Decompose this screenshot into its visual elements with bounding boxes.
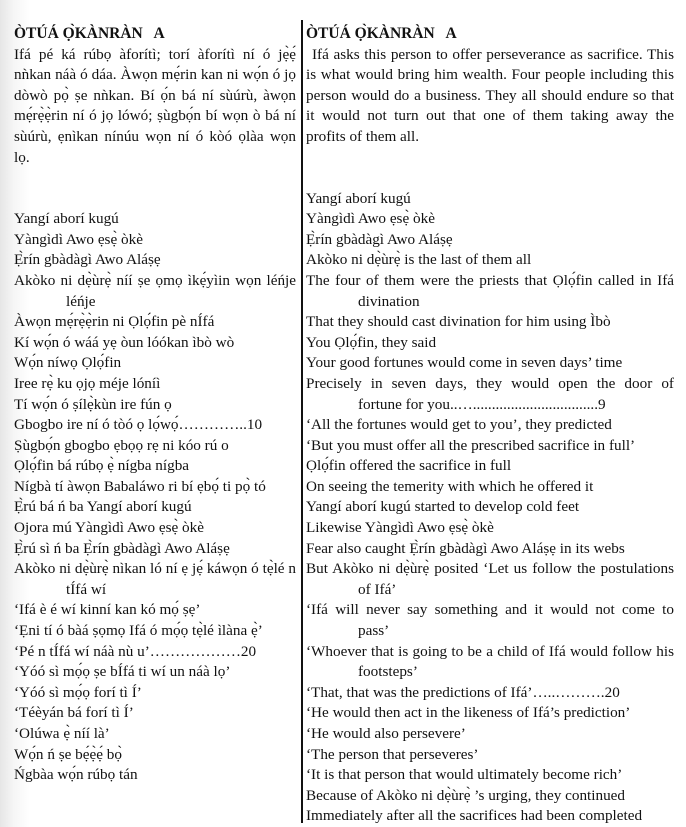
verse-line: Àwọn mẹ́rẹ̀ẹ̀rin ni Ọlọ́fin pè nÍfá [14,313,215,331]
verse-line: Your good fortunes would come in seven days’ time [306,354,623,372]
english-intro-paragraph: Ifá asks this person to offer perseverance as sacrifice. This is what would bring him wealth. Four people including this person would do a business. They all should endure so that it would not turn out that one of them taking away the profits of them all. [306,45,674,145]
verse-line: ‘But you must offer all the prescribed sacrifice in full’ [306,436,636,454]
verse-line: Ọlọ́fin bá rúbọ ẹ̀ nígba nígba [14,457,190,475]
spacer [306,148,674,189]
yoruba-heading: ÒTÚÁ Ọ̀KÀNRÀN A [14,25,165,42]
verse-line: That they should cast divination for him using Ìbò [306,313,611,331]
verse-line: ‘The person that perseveres’ [306,745,479,763]
verse-line: But Akòko ni dẹ̀ùrẹ̀ posited ‘Let us follow the postulations of Ifá’ [306,560,674,598]
verse-line: Gbogbo ire ní ó tòó ọ lọ́wọ́…………..10 [14,416,263,434]
verse-line: ‘That, that was the predictions of Ifá’…..……….20 [306,683,620,701]
verse-line: ‘Ifá è é wí kinní kan kó mọ́ ṣẹ’ [14,601,201,619]
verse-line: Akòko ni dẹ̀ùrẹ̀ is the last of them all [306,251,532,269]
verse-line: ‘Ẹni tí ó bàá ṣọmọ Ifá ó mọ́ọ tẹ̀lé ìlàna ẹ̀’ [14,622,263,640]
verse-line: Because of Akòko ni dẹ̀ùrẹ̀ ’s urging, they continued [306,786,626,804]
verse-line: ‘He would also persevere’ [306,725,466,742]
verse-line: ‘Téèyán bá forí tì Í’ [14,704,134,722]
verse-line: Precisely in seven days, they would open the door of fortune for you..….................................9 [306,374,674,413]
verse-line: Yàngìdì Awo ẹsẹ̀ òkè [14,230,143,248]
verse-line: Akòko ni dẹ̀ùrẹ̀ nìkan ló ní ẹ jẹ́ káwọn ó tẹ̀lé n tÍfá wí [14,560,296,598]
verse-line: Yangí aborí kugú started to develop cold feet [306,498,580,516]
verse-line: Yangí aborí kugú [306,189,411,207]
column-divider [301,20,303,823]
verse-line: ‘All the fortunes would get to you’, they predicted [306,416,612,434]
verse-line: Ojora mú Yàngìdì Awo ẹsẹ̀ òkè [14,519,204,537]
verse-line: Kí wọ́n ó wáá yẹ òun lóókan ìbò wò [14,333,235,351]
verse-line: Tí wọ́n ó ṣílẹ̀kùn ire fún ọ [14,395,172,413]
verse-line: ‘It is that person that would ultimately become rich’ [306,766,623,784]
verse-line: Ẹ̀rín gbàdàgì Awo Aláṣẹ [14,251,161,269]
verse-line: Fear also caught Ẹ̀rín gbàdàgì Awo Aláṣẹ in its webs [306,539,625,557]
verse-line: ‘He would then act in the likeness of Ifá’s prediction’ [306,704,631,722]
verse-line: Ẹ̀rú sì ń ba Ẹ̀rín gbàdàgì Awo Aláṣẹ [14,539,230,557]
verse-line: ‘Yóó sì mọ́ọ ṣe bÍfá ti wí un náà lọ’ [14,663,231,681]
verse-line: ‘Pé n tÍfá wí náà nù u’………………20 [14,642,257,660]
verse-line: Immediately after all the sacrifices had been completed [306,807,643,825]
verse-line: The four of them were the priests that Ọlọ́fin called in Ifá divination [306,271,674,310]
verse-line: ‘Olúwa ẹ̀ níí là’ [14,725,110,742]
verse-line: You Ọlọ́fin, they said [306,333,437,351]
verse-line: Iree rẹ̀ ku ọjọ méje lóníì [14,374,161,392]
verse-line: ‘Ifá will never say something and it would not come to pass’ [306,601,674,640]
english-column [306,24,674,827]
verse-line: Ẹ̀rín gbàdàgì Awo Aláṣẹ [306,230,453,248]
verse-line: Nígbà tí àwọn Babaláwo ri bí ẹbọ́ ti pọ̀ tó [14,477,266,495]
english-verse-list [306,189,674,827]
spacer [14,168,296,209]
verse-line: Ẹ̀rú bá ń ba Yangí aborí kugú [14,498,192,516]
yoruba-intro-paragraph: Ifá pé ká rúbọ àforítì; torí àforítì ní ó jẹ̀ẹ́ nǹkan náà ó dáa. Àwọn mẹ́rin kan ni wọ́n ó jọ dòwò pọ̀ ṣe nǹkan. Bí ọ́n bá ní sùúrù, àwọn mẹ́rẹ̀ẹ̀rin ní ó jọ lówó; ṣùgbọ́n bí wọn ò bá ní sùúrù, ẹnìkan nínúu wọn ní ó kòó ọlàa wọn lọ. [14,45,296,166]
verse-line: Wọ́n níwọ Ọlọ́fin [14,354,122,372]
verse-line: Akòko ni dẹ̀ùrẹ̀ níí ṣe ọmọ ìkẹ́yìin wọn léńje léńje [14,271,296,310]
verse-line: Ńgbàa wọ́n rúbọ tán [14,766,138,784]
verse-line: Yàngìdì Awo ẹsẹ̀ òkè [306,210,435,228]
verse-line: Ṣùgbọ́n gbogbo ẹbọọ rẹ ni kóo rú o [14,436,229,454]
verse-line: Likewise Yàngìdì Awo ẹsẹ̀ òkè [306,519,494,537]
yoruba-verse-list [14,209,296,786]
verse-line: ‘Whoever that is going to be a child of Ifá would follow his footsteps’ [306,642,674,681]
verse-line: Wọ́n ń ṣe bẹ́ẹ̀ẹ́ bọ̀ [14,745,122,763]
verse-line: Yangí aborí kugú [14,210,119,228]
english-heading: ÒTÚÁ Ọ̀KÀNRÀN A [306,25,457,42]
verse-line: ‘Yóó sì mọ́ọ forí tì Í’ [14,683,142,701]
verse-line: Ọlọ́fin offered the sacrifice in full [306,457,512,475]
verse-line: On seeing the temerity with which he offered it [306,477,594,495]
yoruba-column [14,24,296,786]
